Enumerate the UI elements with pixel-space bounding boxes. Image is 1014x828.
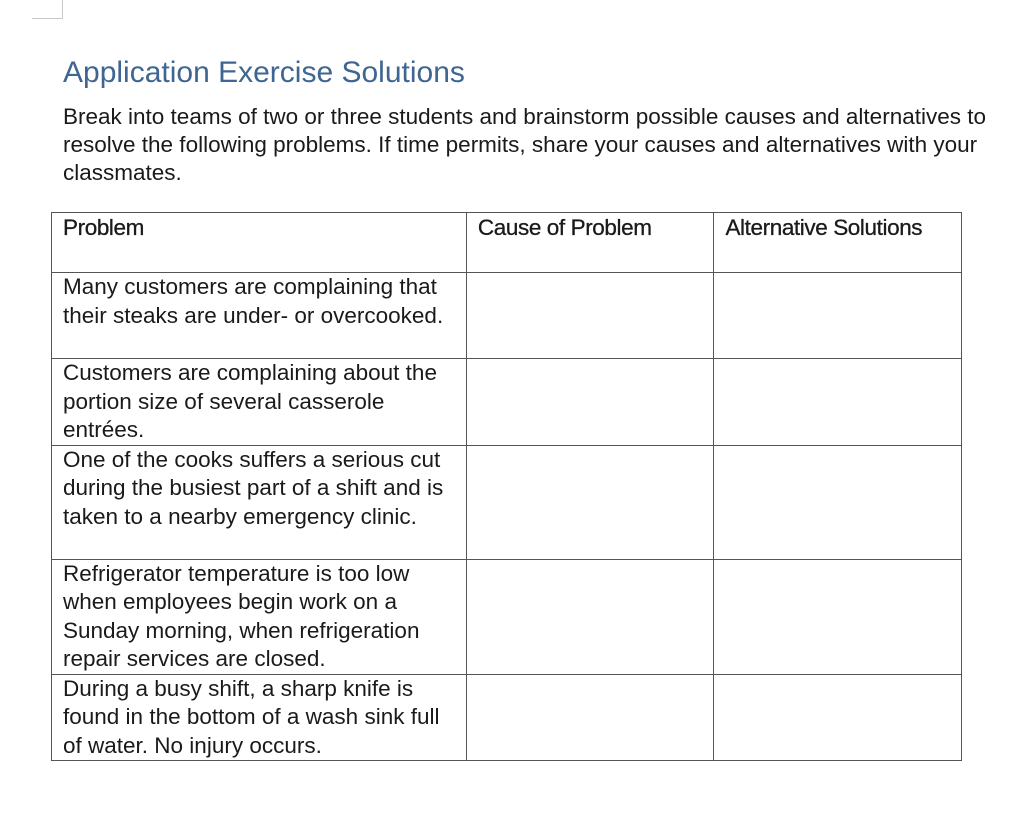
- header-problem: Problem: [52, 213, 467, 273]
- table-row: [52, 359, 962, 446]
- cause-cell[interactable]: [466, 445, 714, 559]
- table-row: [52, 674, 962, 761]
- problems-table: [51, 212, 962, 761]
- problem-cell: Refrigerator temperature is too low when employees begin work on a Sunday morning, when refrigeration repair services are closed.: [52, 559, 467, 674]
- table-row: [52, 273, 962, 359]
- cause-cell[interactable]: [466, 273, 714, 359]
- alternatives-cell[interactable]: [714, 445, 962, 559]
- alternatives-cell[interactable]: [714, 359, 962, 446]
- cause-cell[interactable]: [466, 674, 714, 761]
- problem-cell: During a busy shift, a sharp knife is found in the bottom of a wash sink full of water. No injury occurs.: [52, 674, 467, 761]
- alternatives-cell[interactable]: [714, 559, 962, 674]
- cause-cell[interactable]: [466, 359, 714, 446]
- document-title: Application Exercise Solutions: [63, 56, 465, 89]
- header-cause: Cause of Problem: [466, 213, 714, 273]
- table-header-row: [52, 213, 962, 273]
- intro-paragraph: Break into teams of two or three students and brainstorm possible causes and alternatives to resolve the following problems. If time permits, share your causes and alternatives with your classmates.: [63, 104, 986, 185]
- page-corner-mark: [32, 0, 63, 19]
- problem-cell: One of the cooks suffers a serious cut during the busiest part of a shift and is taken to a nearby emergency clinic.: [52, 445, 467, 559]
- table-row: [52, 445, 962, 559]
- table-row: [52, 559, 962, 674]
- problem-cell: Many customers are complaining that their steaks are under- or overcooked.: [52, 273, 467, 359]
- problem-cell: Customers are complaining about the portion size of several casserole entrées.: [52, 359, 467, 446]
- alternatives-cell[interactable]: [714, 273, 962, 359]
- cause-cell[interactable]: [466, 559, 714, 674]
- alternatives-cell[interactable]: [714, 674, 962, 761]
- header-alternatives: Alternative Solutions: [714, 213, 962, 273]
